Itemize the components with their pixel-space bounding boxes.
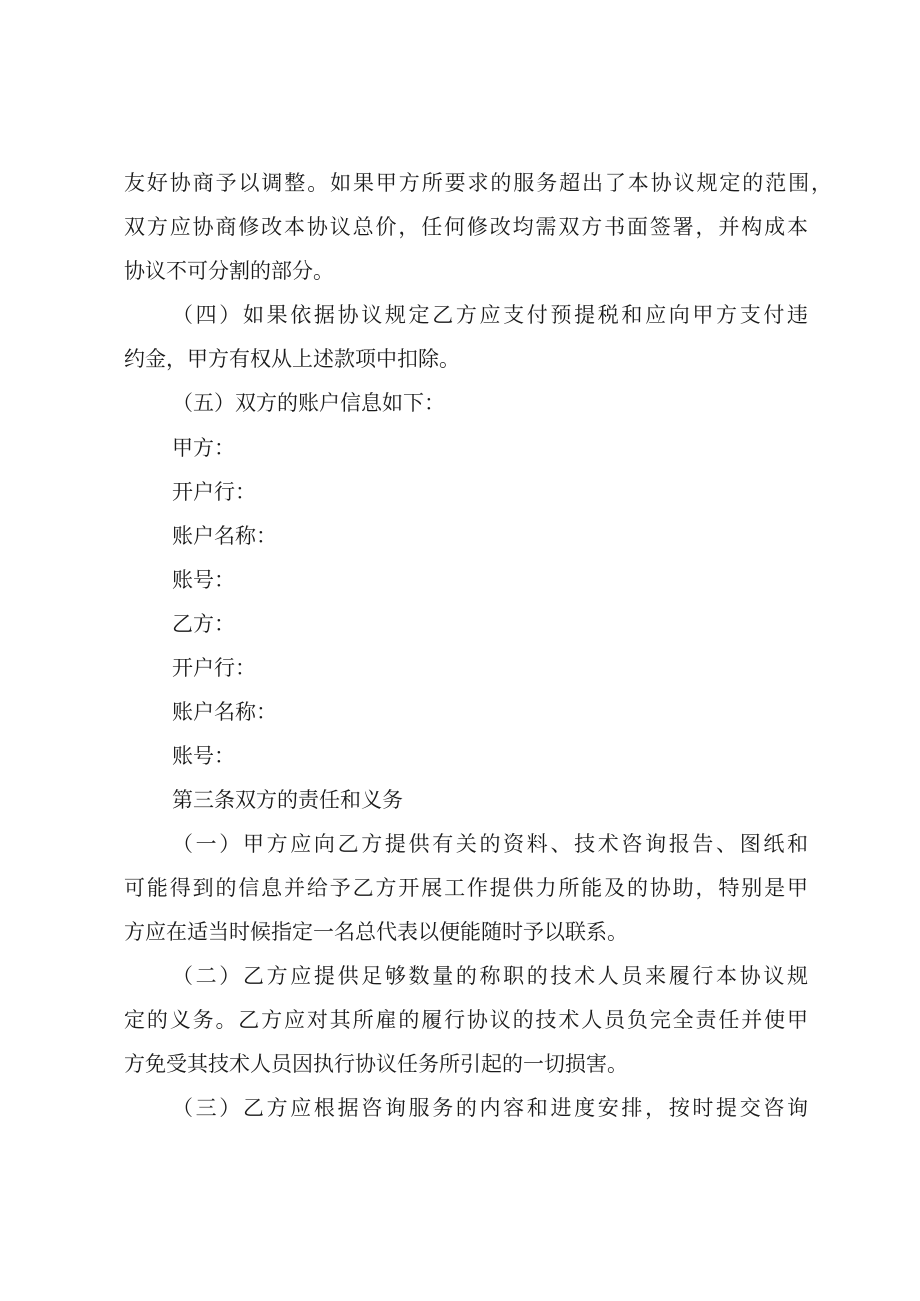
account-field-label: 账号： xyxy=(172,744,235,768)
paragraph-line: （五）双方的账户信息如下： xyxy=(172,391,445,415)
account-field-label: 账号： xyxy=(172,568,235,592)
paragraph-line: 可能得到的信息并给予乙方开展工作提供力所能及的协助，特别是甲 xyxy=(124,876,808,900)
paragraph-line: 友好协商予以调整。如果甲方所要求的服务超出了本协议规定的范围， xyxy=(124,171,832,195)
paragraph-line: 定的义务。乙方应对其所雇的履行协议的技术人员负完全责任并使甲 xyxy=(124,1008,808,1032)
section-heading: 第三条双方的责任和义务 xyxy=(172,788,403,812)
account-field-label: 账户名称： xyxy=(172,700,277,724)
paragraph-line: （一）甲方应向乙方提供有关的资料、技术咨询报告、图纸和 xyxy=(172,832,808,856)
paragraph-line: 协议不可分割的部分。 xyxy=(124,259,334,283)
paragraph-line: （二）乙方应提供足够数量的称职的技术人员来履行本协议规 xyxy=(172,964,808,988)
paragraph-line: （四）如果依据协议规定乙方应支付预提税和应向甲方支付违 xyxy=(172,303,808,327)
paragraph-line: 方免受其技术人员因执行协议任务所引起的一切损害。 xyxy=(124,1052,628,1076)
account-field-label: 开户行： xyxy=(172,656,256,680)
paragraph-line: （三）乙方应根据咨询服务的内容和进度安排，按时提交咨询 xyxy=(172,1096,808,1120)
paragraph-line: 双方应协商修改本协议总价，任何修改均需双方书面签署，并构成本 xyxy=(124,215,808,239)
paragraph-line: 约金，甲方有权从上述款项中扣除。 xyxy=(124,347,460,371)
paragraph-line: 方应在适当时候指定一名总代表以便能随时予以联系。 xyxy=(124,920,628,944)
account-field-label: 账户名称： xyxy=(172,524,277,548)
account-field-label: 乙方： xyxy=(172,612,235,636)
account-field-label: 开户行： xyxy=(172,480,256,504)
account-field-label: 甲方： xyxy=(172,436,235,460)
